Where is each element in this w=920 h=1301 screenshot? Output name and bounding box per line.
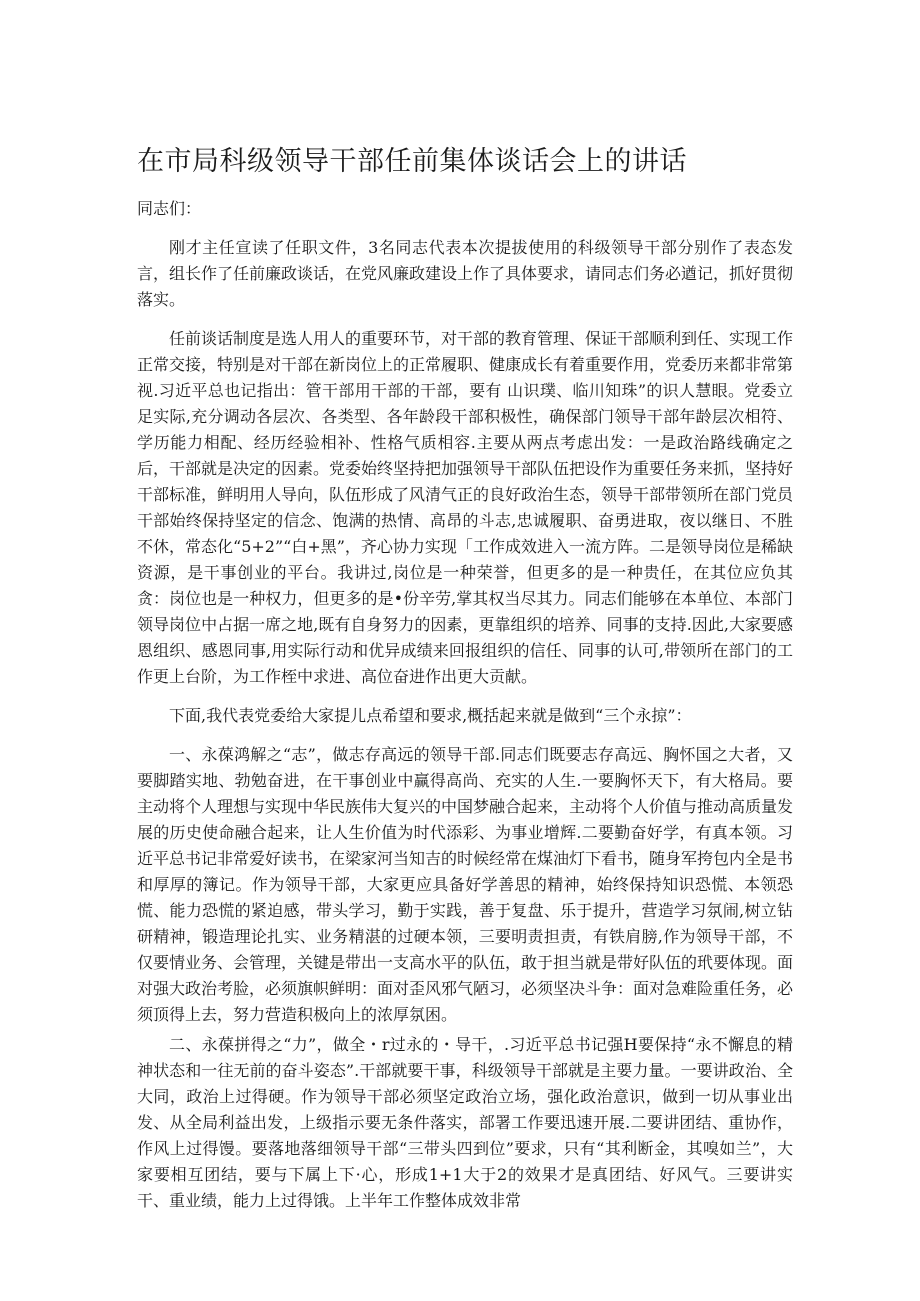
paragraph-3: 下面,我代表党委给大家提儿点希望和要求,概括起来就是做到“三个永掠”： bbox=[169, 706, 692, 725]
paragraph-4: 一、永葆鸿解之“志”，做志存高远的领导干部.同志们既要志存高远、胸怀国之大者，又要脚踏实地、勃勉奋进，在干事创业中赢得高尚、充实的人生.一要胸怀天下，有大格局。要主动将个人理想与实现中华民族伟大复兴的中国梦融合起来，主动将个人价值与推动高质量发展的历史使命融合起来，让人生价值为时代添彩、为事业增辉.二要勤奋好学，有真本领。习近平总书记非常爱好读书，在梁家河当知吉的时候经常在煤油灯下看书，随身军挎包内全是书和厚厚的簿记。作为领导干部，大家更应具备好学善思的精神，始终保持知识恐慌、本领恐慌、能力恐慌的紧迫感，带头学习，勤于实践，善于复盘、乐于提升，营造学习氛闹,树立钻研精神，锻造理论扎实、业务精湛的过硬本领，三要明责担责，有铁肩膀,作为领导干部，不仅要情业务、会管理，关键是带出一支高水平的队伍，敢于担当就是带好队伍的玳要体现。面对强大政治考脸，必须旗帜鲜明：面对歪风邪气陋习，必须坚决斗争：面对急难险重任务，必须顶得上去，努力营造积极向上的浓厚氛困。 bbox=[137, 745, 794, 1024]
paragraph-2: 任前谈话制度是选人用人的重要环节，对干部的教育管理、保证干部顺利到任、实现工作正常交接，特别是对干部在新岗位上的正常履职、健康成长有着重要作用，党委历来都非常第视.习近平总也记指出：管干部用干部的干部，要有 山识璞、临川知珠”的识人慧眼。党委立足实际,充分调动各层次、各类型、各年龄段干部积极性，确保部门领导干部年龄层次相符、学历能力相配、经历经验相补、性格气质相容.主要从两点考虑出发：一是政治路线确定之后，干部就是决定的因素。党委始终坚持把加强领导干部队伍把设作为重要任务来抓，坚持好干部标准，鲜明用人导向，队伍形成了风清气正的良好政治生态，领导干部带领所在部门党员干部始终保持坚定的信念、饱满的热情、高昂的斗志,忠诚履职、奋勇进取，夜以继日、不胜不休，常态化“5+2”“白+黑”，齐心协力实现「工作成效进入一流方阵。二是领导岗位是稀缺资源，是干事创业的平台。我讲过,岗位是一种荣誉，但更多的是一种贵任，在其位应负其贪：岗位也是一种权力，但更多的是•份辛劳,掌其权当尽其力。同志们能够在本单位、本部门领导岗位中占据一席之地,既有自身努力的因素，更靠组织的培养、同事的支持.因此,大家要感恩组织、感恩同事,用实际行动和优异成绩来回报组织的信任、同事的认可,带领所在部门的工作更上台阶，为工作桎中求进、高位奋进作出更大贡献。 bbox=[137, 329, 794, 686]
document-body bbox=[137, 196, 793, 1227]
document-title: 在市局科级领导干部任前集体谈话会上的讲话 bbox=[137, 146, 687, 177]
paragraph-5: 二、永葆拼得之“力”，做全・r过永的・导干，.习近平总书记强H要保持“永不懈息的精神状态和一往无前的奋斗姿态”.干部就要干事，科级领导干部就是主要力量。一要讲政治、全大同，政治上过得硬。作为领导干部必须坚定政治立场，强化政治意识，做到一切从事业出发、从全局利益出发，上级指示要无条件落实，部署工作要迅速开展.二要讲团结、重协作，作风上过得馒。要落地落细领导干部“三带头四到位”要求，只有“其利断金，其嗅如兰”，大家要相互团结，要与下属上下·心，形成1+1大于2的效果才是真团结、好风气。三要讲实干、重业绩，能力上过得饿。上半年工作整体成效非常 bbox=[137, 1035, 793, 1210]
paragraph-1: 刚才主任宣读了任职文件，3名同志代表本次提拔使用的科级领导干部分别作了表态发言，组长作了任前廉政谈话，在党风廉政建设上作了具体要求，请同志们务必遒记，抓好贯彻落实。 bbox=[137, 238, 794, 309]
greeting: 同志们： bbox=[137, 199, 202, 218]
